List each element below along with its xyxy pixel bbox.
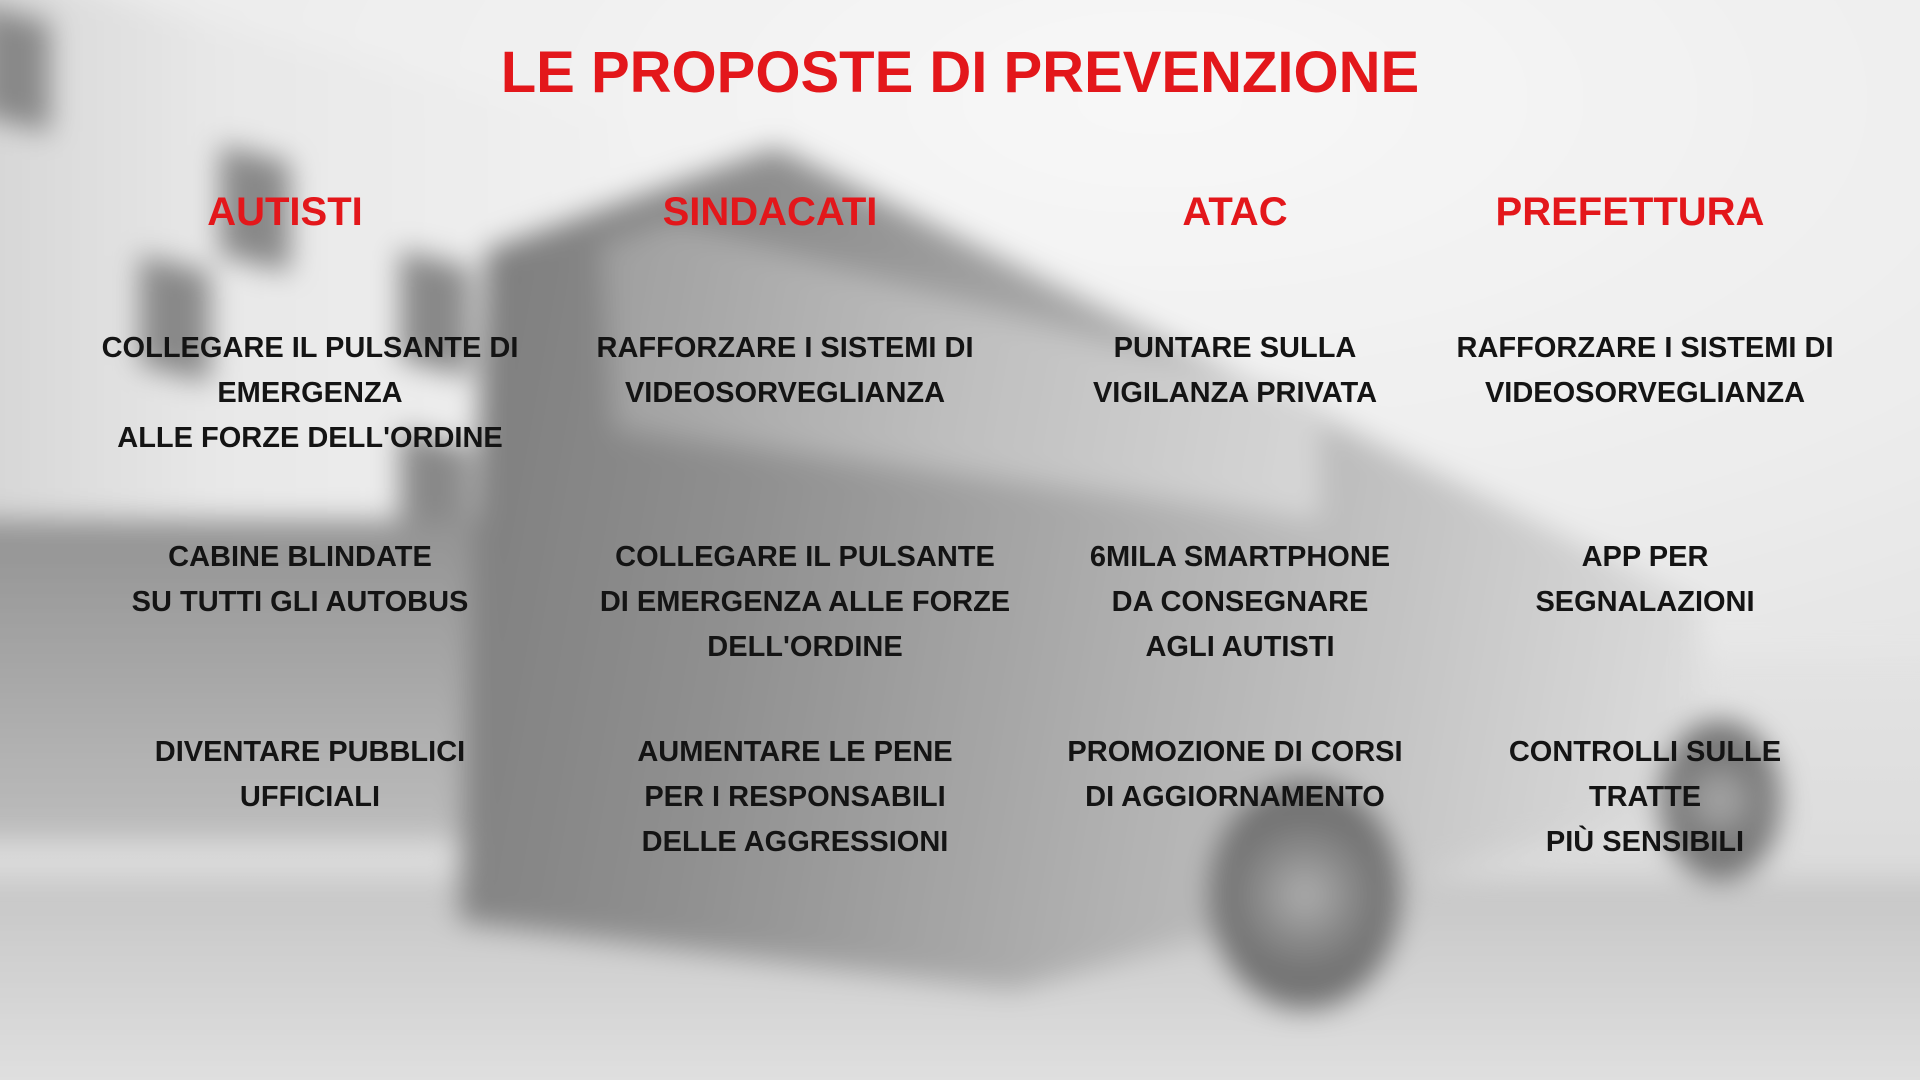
proposal-item: PUNTARE SULLA VIGILANZA PRIVATA [1092, 332, 1378, 409]
proposal-item: RAFFORZARE I SISTEMI DI VIDEOSORVEGLIANZA [596, 332, 974, 409]
column-sindacati [570, 0, 1030, 1080]
column-heading: PREFETTURA [1495, 190, 1765, 234]
column-heading: AUTISTI [207, 190, 363, 234]
proposal-item: AUMENTARE LE PENE PER I RESPONSABILI DELLE AGGRESSIONI [637, 736, 953, 858]
proposal-item: PROMOZIONE DI CORSI DI AGGIORNAMENTO [1067, 736, 1403, 813]
proposal-item: DIVENTARE PUBBLICI UFFICIALI [154, 736, 466, 813]
column-prefettura [1440, 0, 1860, 1080]
proposal-item: CABINE BLINDATE SU TUTTI GLI AUTOBUS [131, 541, 469, 618]
column-autisti [60, 0, 560, 1080]
proposal-item: 6MILA SMARTPHONE DA CONSEGNARE AGLI AUTISTI [1089, 541, 1391, 663]
proposal-item: COLLEGARE IL PULSANTE DI EMERGENZA ALLE FORZE DELL'ORDINE [101, 332, 519, 454]
column-atac [1045, 0, 1435, 1080]
proposal-item: APP PER SEGNALAZIONI [1535, 541, 1755, 618]
proposal-item: CONTROLLI SULLE TRATTE PIÙ SENSIBILI [1508, 736, 1782, 858]
proposal-item: COLLEGARE IL PULSANTE DI EMERGENZA ALLE FORZE DELL'ORDINE [599, 541, 1011, 663]
proposal-item: RAFFORZARE I SISTEMI DI VIDEOSORVEGLIANZA [1456, 332, 1834, 409]
column-heading: ATAC [1182, 190, 1288, 234]
page-title: LE PROPOSTE DI PREVENZIONE [500, 40, 1420, 105]
column-heading: SINDACATI [662, 190, 878, 234]
